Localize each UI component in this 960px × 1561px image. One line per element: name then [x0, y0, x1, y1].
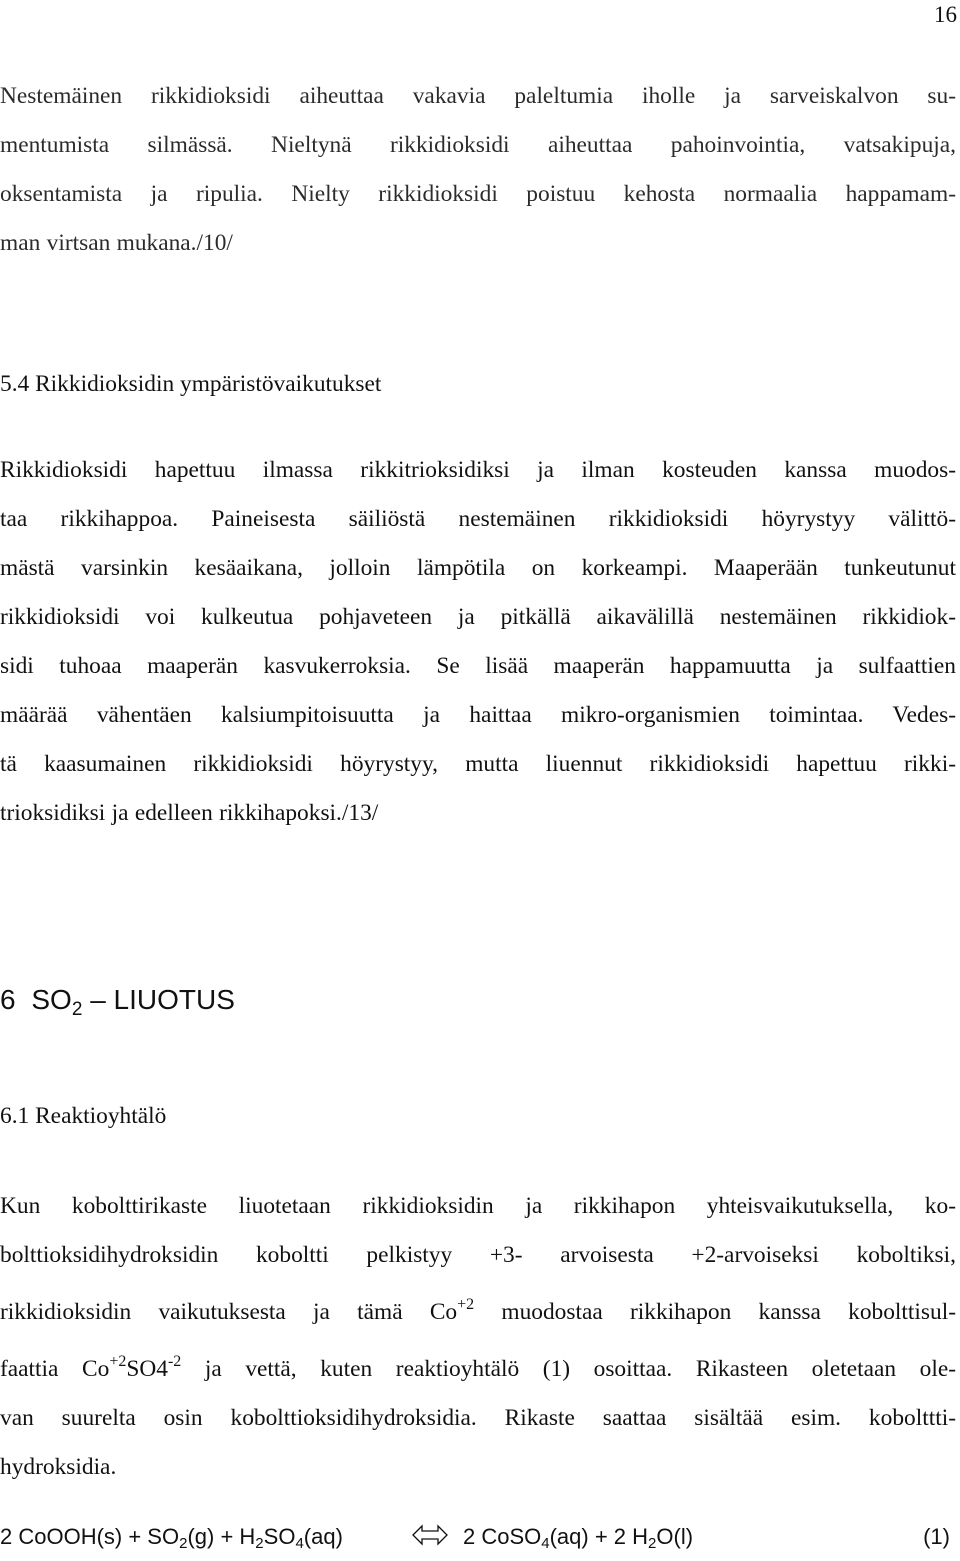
page-number: 16	[934, 2, 957, 27]
text-line: hydroksidia.	[0, 1454, 117, 1480]
text-line: man virtsan mukana./10/	[0, 230, 233, 256]
text-line: sidi tuhoaa maaperän kasvukerroksia. Se lisää maaperän happamuutta ja sulfaattien	[0, 653, 956, 679]
text-fragment: ja vettä, kuten reaktioyhtälö (1) osoittaa. Rikasteen oletetaan ole-	[181, 1356, 957, 1382]
text-line: taa rikkihappoa. Paineisesta säiliöstä nestemäinen rikkidioksidi höyrystyy välittö-	[0, 506, 956, 532]
text-line: trioksidiksi ja edelleen rikkihapoksi./13/	[0, 800, 379, 826]
eq-text: (g) + H	[187, 1524, 256, 1549]
text-line: rikkidioksidi voi kulkeutua pohjaveteen ja pitkällä aikavälillä nestemäinen rikkidiok-	[0, 604, 956, 630]
chapter-title-suffix: – LIUOTUS	[90, 984, 235, 1015]
equation-right-side	[463, 1524, 693, 1552]
text-line: bolttioksidihydroksidin koboltti pelkistyy +3- arvoisesta +2-arvoiseksi koboltiksi,	[0, 1242, 956, 1268]
eq-subscript: 4	[295, 1535, 304, 1552]
eq-text: (aq)	[303, 1524, 343, 1549]
text-fragment: muodostaa rikkihapon kanssa kobolttisul-	[474, 1299, 956, 1325]
text-line	[0, 1337, 956, 1394]
eq-subscript: 2	[179, 1535, 188, 1552]
text-line: oksentamista ja ripulia. Nielty rikkidioksidi poistuu kehosta normaalia happamam-	[0, 181, 956, 207]
superscript: +2	[457, 1296, 475, 1313]
section-5-4-paragraph	[0, 446, 956, 838]
section-heading-5-4: 5.4 Rikkidioksidin ympäristövaikutukset	[0, 371, 382, 397]
text-line: van suurelta osin kobolttioksidihydroksidia. Rikaste saattaa sisältää esim. kobolttti-	[0, 1405, 956, 1431]
text-fragment: rikkidioksidin vaikutuksesta ja tämä Co	[0, 1299, 458, 1325]
eq-text: 2 CoOOH(s) + SO	[0, 1524, 180, 1549]
chapter-number: 6	[0, 984, 16, 1015]
chapter-title-subscript: 2	[71, 999, 83, 1020]
eq-subscript: 4	[541, 1535, 550, 1552]
text-fragment: SO4	[126, 1356, 168, 1382]
eq-subscript: 2	[255, 1535, 264, 1552]
chapter-title-prefix: SO	[31, 984, 72, 1015]
text-line: Kun kobolttirikaste liuotetaan rikkidioksidin ja rikkihapon yhteisvaikutuksella, ko-	[0, 1193, 956, 1219]
eq-text: (aq) + 2 H	[549, 1524, 649, 1549]
text-line: määrää vähentäen kalsiumpitoisuutta ja haittaa mikro-organismien toimintaa. Vedes-	[0, 702, 956, 728]
equation-left-side	[0, 1524, 343, 1552]
text-line: Nestemäinen rikkidioksidi aiheuttaa vakavia paleltumia iholle ja sarveiskalvon su-	[0, 83, 956, 109]
reaction-equation	[0, 1514, 950, 1550]
eq-text: SO	[263, 1524, 296, 1549]
text-line: mästä varsinkin kesäaikana, jolloin lämpötila on korkeampi. Maaperään tunkeutunut	[0, 555, 956, 581]
text-line	[0, 1280, 956, 1337]
eq-text: 2 CoSO	[463, 1524, 542, 1549]
section-6-1-paragraph	[0, 1182, 956, 1492]
eq-text: O(l)	[656, 1524, 694, 1549]
section-heading-6-1: 6.1 Reaktioyhtälö	[0, 1103, 167, 1129]
superscript: -2	[167, 1353, 182, 1370]
chapter-heading-6	[0, 984, 235, 1021]
text-line: tä kaasumainen rikkidioksidi höyrystyy, mutta liuennut rikkidioksidi hapettuu rikki-	[0, 751, 956, 777]
eq-subscript: 2	[648, 1535, 657, 1552]
intro-paragraph	[0, 72, 956, 268]
text-fragment: faattia Co	[0, 1356, 110, 1382]
text-line: Rikkidioksidi hapettuu ilmassa rikkitrioksidiksi ja ilman kosteuden kanssa muodos-	[0, 457, 956, 483]
superscript: +2	[109, 1353, 127, 1370]
double-arrow-icon	[412, 1524, 448, 1546]
text-line: mentumista silmässä. Nieltynä rikkidioksidi aiheuttaa pahoinvointia, vatsakipuja,	[0, 132, 956, 158]
equation-number: (1)	[923, 1524, 950, 1549]
